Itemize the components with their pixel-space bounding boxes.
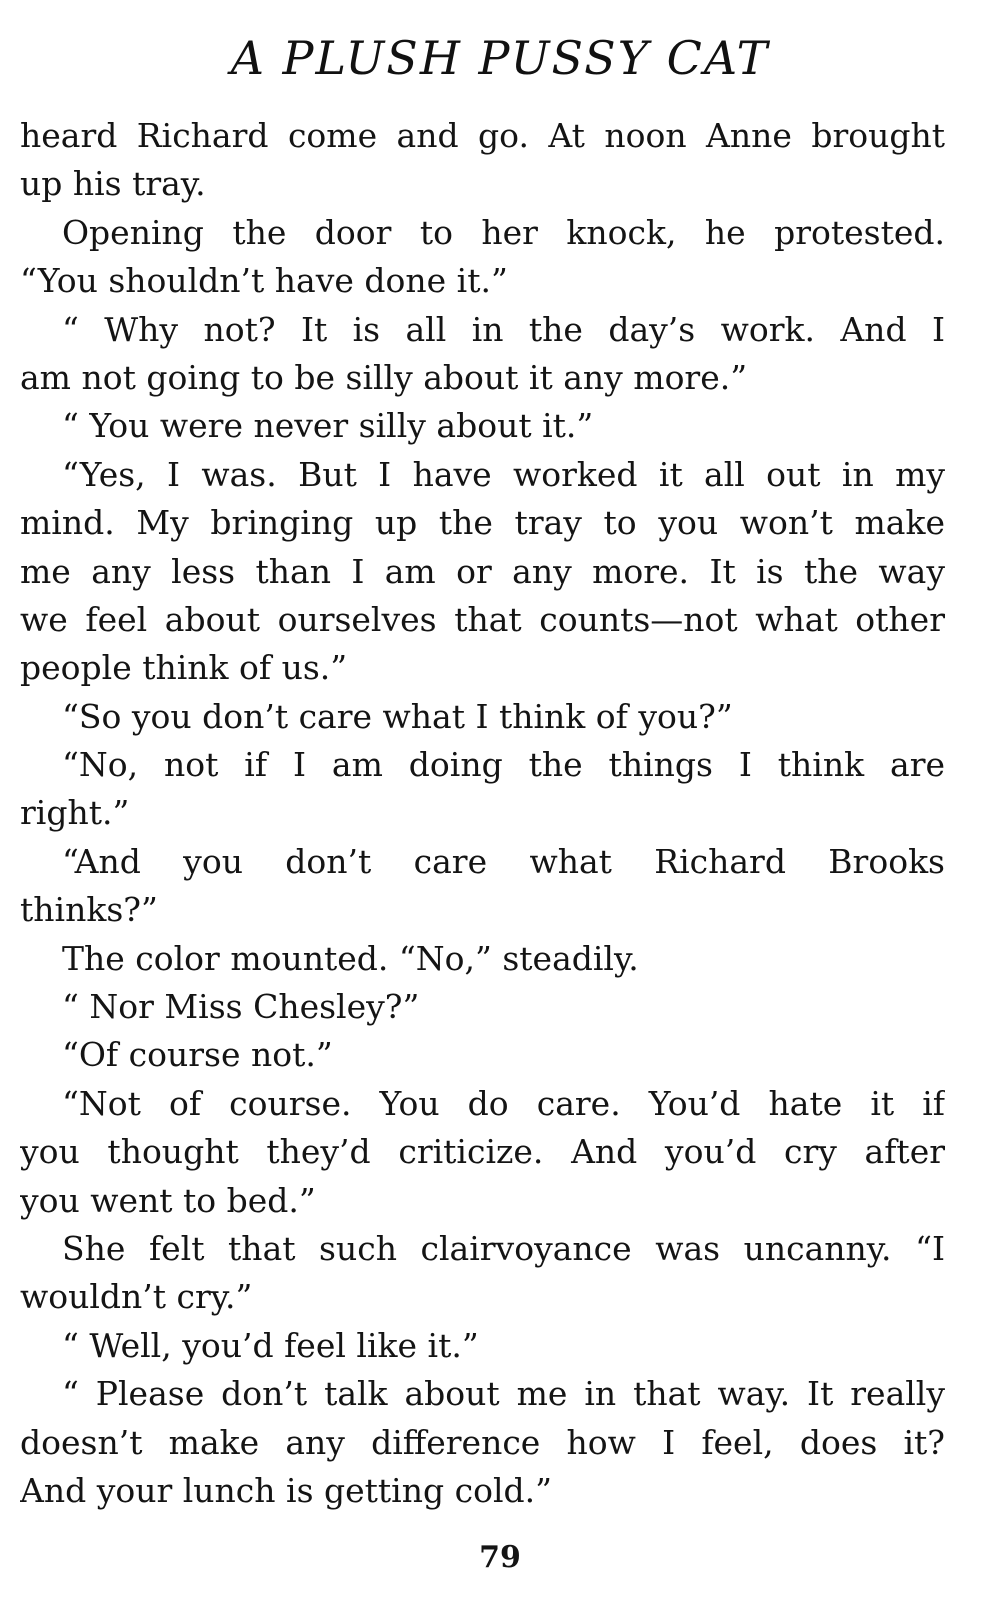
text-line: “ Well, you’d feel like it.” bbox=[62, 1325, 479, 1365]
text-line: The color mounted. “No,” steadily. bbox=[62, 938, 639, 978]
text-line: am not going to be silly about it any more.” bbox=[20, 357, 748, 397]
text-line: “ Why not? It is all in the day’s work. And I bbox=[62, 309, 945, 349]
text-line: we feel about ourselves that counts—not what other bbox=[20, 599, 945, 639]
text-line: wouldn’t cry.” bbox=[20, 1277, 253, 1317]
text-line: you went to bed.” bbox=[20, 1180, 316, 1220]
text-line: “No, not if I am doing the things I think are bbox=[62, 745, 945, 785]
text-line: “So you don’t care what I think of you?” bbox=[62, 696, 733, 736]
text-line: doesn’t make any difference how I feel, does it? bbox=[20, 1422, 945, 1462]
text-line: “ You were never silly about it.” bbox=[62, 406, 594, 446]
text-line: And your lunch is getting cold.” bbox=[20, 1470, 552, 1510]
text-line: “Yes, I was. But I have worked it all out in my bbox=[62, 454, 945, 494]
text-line: “And you don’t care what Richard Brooks bbox=[62, 841, 945, 881]
page-number: 79 bbox=[479, 1540, 521, 1575]
text-line: “Of course not.” bbox=[62, 1035, 333, 1075]
text-line: people think of us.” bbox=[20, 648, 348, 688]
text-line: Opening the door to her knock, he protested. bbox=[62, 212, 945, 252]
text-line: right.” bbox=[20, 793, 130, 833]
text-line: She felt that such clairvoyance was uncanny. “I bbox=[62, 1228, 945, 1268]
body-text bbox=[20, 112, 945, 1515]
text-line: “You shouldn’t have done it.” bbox=[20, 261, 508, 301]
text-line: thinks?” bbox=[20, 890, 158, 930]
text-line: me any less than I am or any more. It is the way bbox=[20, 551, 945, 591]
text-line: “ Nor Miss Chesley?” bbox=[62, 987, 420, 1027]
text-line: “Not of course. You do care. You’d hate it if bbox=[62, 1083, 945, 1123]
text-line: mind. My bringing up the tray to you won’t make bbox=[20, 503, 945, 543]
running-title: A PLUSH PUSSY CAT bbox=[230, 31, 770, 85]
text-line: heard Richard come and go. At noon Anne brought bbox=[20, 116, 945, 155]
text-line: you thought they’d criticize. And you’d cry after bbox=[20, 1132, 945, 1172]
text-line: up his tray. bbox=[20, 164, 206, 204]
text-line: “ Please don’t talk about me in that way. It really bbox=[62, 1374, 945, 1414]
